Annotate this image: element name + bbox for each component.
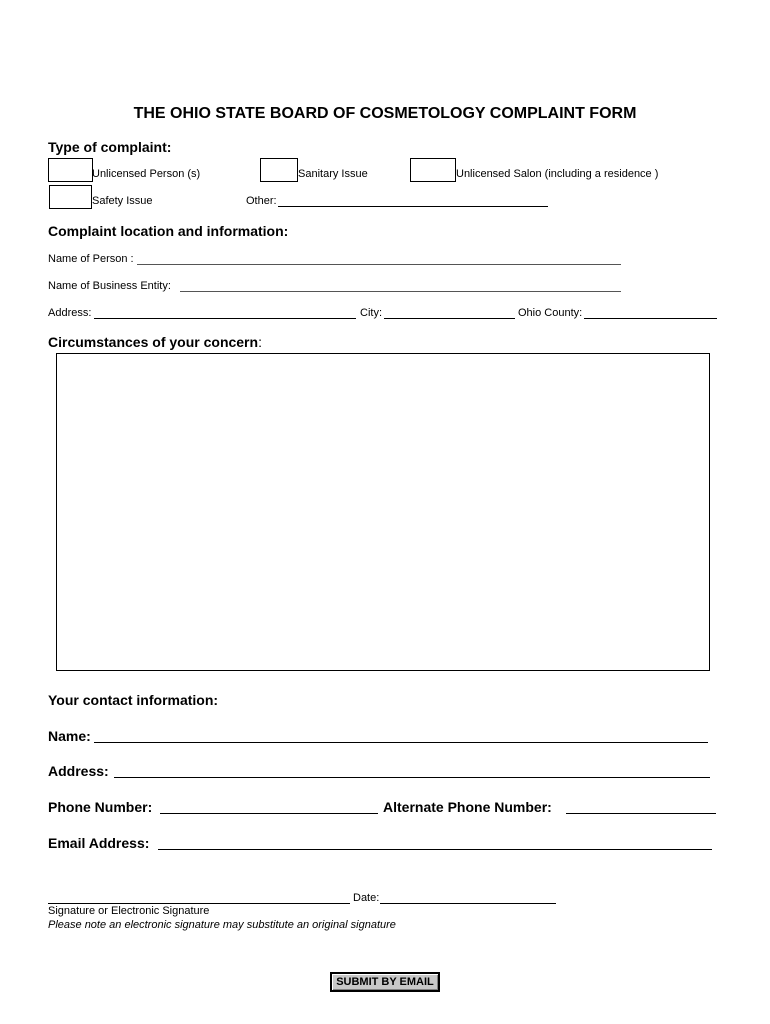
- name-of-person-label: Name of Person :: [48, 253, 134, 265]
- email-field[interactable]: [158, 849, 712, 850]
- contact-name-label: Name:: [48, 728, 91, 744]
- phone-field[interactable]: [160, 813, 378, 814]
- safety-issue-checkbox[interactable]: [49, 185, 92, 209]
- city-field[interactable]: [384, 318, 515, 319]
- signature-note: Please note an electronic signature may substitute an original signature: [48, 919, 396, 931]
- other-field[interactable]: [278, 206, 548, 207]
- location-address-label: Address:: [48, 307, 92, 319]
- circumstances-heading-colon: :: [258, 334, 262, 350]
- circumstances-heading: [48, 334, 262, 350]
- contact-heading: Your contact information:: [48, 692, 219, 708]
- unlicensed-salon-label: Unlicensed Salon (including a residence ): [456, 168, 659, 180]
- county-label: Ohio County:: [518, 307, 583, 319]
- county-field[interactable]: [584, 318, 717, 319]
- sanitary-issue-label: Sanitary Issue: [298, 168, 368, 180]
- alt-phone-field[interactable]: [566, 813, 716, 814]
- signature-label: Signature or Electronic Signature: [48, 905, 210, 917]
- contact-name-field[interactable]: [94, 742, 708, 743]
- contact-address-field[interactable]: [114, 777, 710, 778]
- email-label: Email Address:: [48, 835, 150, 851]
- signature-field[interactable]: [48, 903, 350, 904]
- sanitary-issue-checkbox[interactable]: [260, 158, 298, 182]
- form-title: THE OHIO STATE BOARD OF COSMETOLOGY COMPLAINT FORM: [133, 105, 637, 122]
- date-field[interactable]: [380, 903, 556, 904]
- location-address-field[interactable]: [94, 318, 356, 319]
- date-label: Date:: [353, 892, 380, 904]
- contact-address-label: Address:: [48, 763, 109, 779]
- other-label: Other:: [246, 195, 277, 207]
- submit-by-email-button[interactable]: SUBMIT BY EMAIL: [330, 972, 440, 992]
- complaint-type-heading: Type of complaint:: [48, 139, 172, 155]
- unlicensed-person-label: Unlicensed Person (s): [92, 168, 201, 180]
- alt-phone-label: Alternate Phone Number:: [383, 799, 552, 815]
- circumstances-textarea[interactable]: [56, 353, 710, 671]
- business-entity-field[interactable]: [180, 291, 621, 292]
- name-of-person-field[interactable]: [137, 264, 621, 265]
- safety-issue-label: Safety Issue: [92, 195, 153, 207]
- city-label: City:: [360, 307, 382, 319]
- business-entity-label: Name of Business Entity:: [48, 280, 171, 292]
- unlicensed-salon-checkbox[interactable]: [410, 158, 456, 182]
- phone-label: Phone Number:: [48, 799, 153, 815]
- unlicensed-person-checkbox[interactable]: [48, 158, 93, 182]
- circumstances-heading-text: Circumstances of your concern: [48, 334, 259, 350]
- location-heading: Complaint location and information:: [48, 223, 289, 239]
